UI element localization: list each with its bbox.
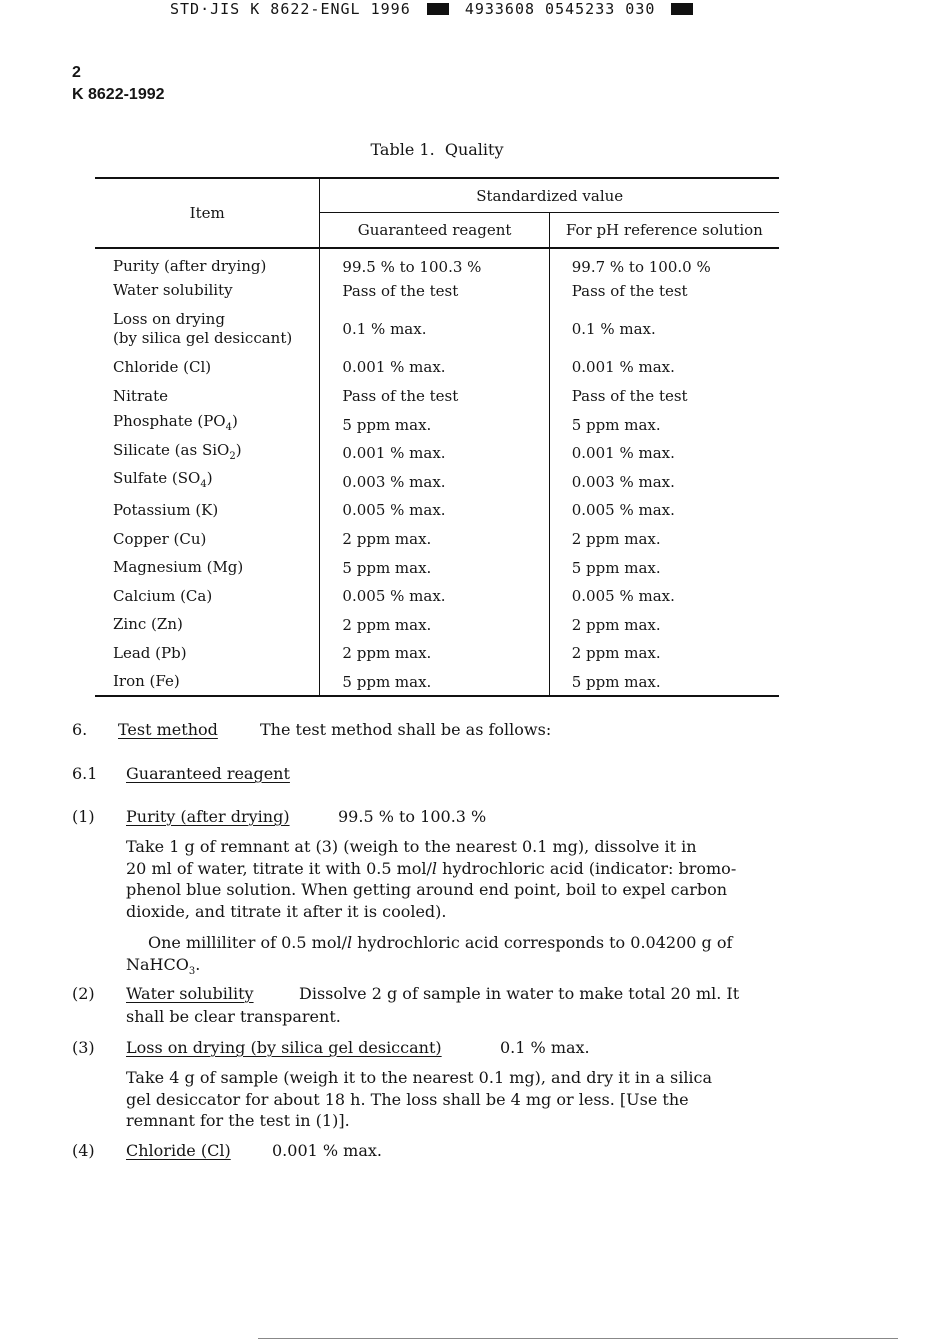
row-ph-value: 0.1 % max. [571, 320, 656, 339]
section-6-1-title: Guaranteed reagent [126, 764, 290, 783]
item-1-p2-formula: NaHCO [126, 954, 189, 974]
table-row [95, 410, 779, 439]
col-header-guaranteed-reagent: Guaranteed reagent [320, 213, 549, 249]
standard-code: K 8622-1992 [72, 86, 165, 103]
row-item: Water solubility [95, 277, 320, 306]
item-1-line [126, 858, 736, 880]
item-1-p2-italic: l [346, 933, 353, 952]
row-item: Copper (Cu) [95, 525, 320, 554]
item-3-value: 0.1 % max. [500, 1038, 590, 1057]
header-black-bar [427, 3, 449, 15]
row-ph-value: 5 ppm max. [571, 558, 661, 577]
table-row [95, 668, 779, 697]
row-item-line2: (by silica gel desiccant) [113, 329, 293, 348]
item-2-text: Dissolve 2 g of sample in water to make total 20 ml. It [299, 984, 740, 1003]
row-ph-value: 0.001 % max. [571, 444, 675, 463]
row-ph-value: Pass of the test [571, 281, 688, 300]
row-guaranteed-value: 0.001 % max. [320, 439, 549, 468]
item-3-line: remnant for the test in (1)]. [126, 1111, 350, 1130]
item-1-line: dioxide, and titrate it after it is cooled). [126, 901, 447, 921]
row-item: Iron (Fe) [95, 668, 320, 697]
item-3-paragraph [126, 1067, 712, 1132]
row-item-text: Sulfate (SO [113, 469, 201, 488]
row-ph-value: 5 ppm max. [571, 415, 661, 434]
row-item: Potassium (K) [95, 496, 320, 525]
item-1-p2-text: One milliliter of 0.5 mol/ [148, 933, 347, 952]
section-6-text: The test method shall be as follows: [260, 720, 552, 739]
row-ph-value: Pass of the test [571, 387, 688, 406]
item-3-line: Take 4 g of sample (weigh it to the nearest 0.1 mg), and dry it in a silica [126, 1068, 713, 1087]
row-guaranteed-value: 0.005 % max. [320, 582, 549, 611]
row-ph-value: 2 ppm max. [571, 644, 661, 663]
row-item-text: Phosphate (PO [113, 412, 226, 431]
item-1-line-tail: hydrochloric acid (indicator: bromo- [437, 858, 737, 878]
item-1-paragraph-2 [126, 932, 732, 982]
item-3-number: (3) [72, 1038, 95, 1057]
item-1-p2-tail: hydrochloric acid corresponds to 0.04200 g of [352, 933, 733, 952]
item-1-line: Take 1 g of remnant at (3) (weigh to the nearest 0.1 mg), dissolve it in [126, 837, 697, 856]
item-1-p2-line [126, 954, 732, 983]
item-4-number: (4) [72, 1141, 95, 1160]
row-item: Chloride (Cl) [95, 353, 320, 382]
scan-edge-line [258, 1338, 898, 1339]
item-1-line: phenol blue solution. When getting around end point, boil to expel carbon [126, 880, 728, 899]
row-item: Lead (Pb) [95, 639, 320, 668]
row-guaranteed-value: 0.1 % max. [320, 305, 549, 353]
row-guaranteed-value: 5 ppm max. [320, 553, 549, 582]
row-guaranteed-value: 0.005 % max. [320, 496, 549, 525]
row-item [95, 439, 320, 468]
row-guaranteed-value: Pass of the test [320, 277, 549, 306]
row-guaranteed-value: 2 ppm max. [320, 639, 549, 668]
section-6-number: 6. [72, 720, 88, 739]
col-header-ph-reference: For pH reference solution [549, 213, 779, 249]
row-item-text: Silicate (as SiO [113, 440, 230, 459]
table-row [95, 639, 779, 668]
row-ph-value: 5 ppm max. [549, 668, 779, 697]
row-ph-value: 2 ppm max. [571, 615, 661, 634]
row-ph-value: 0.005 % max. [571, 587, 675, 606]
header-right: 4933608 0545233 030 [464, 0, 656, 18]
row-item-tail: ) [235, 440, 242, 459]
col-header-item: Item [95, 178, 320, 248]
row-item [95, 305, 320, 353]
table-title: Table 1. Quality [370, 140, 504, 159]
item-2-number: (2) [72, 984, 95, 1003]
row-guaranteed-value: 0.003 % max. [320, 468, 549, 497]
item-2-title: Water solubility [126, 984, 254, 1003]
table-row [95, 553, 779, 582]
row-ph-value: 0.003 % max. [571, 472, 675, 491]
item-1-value: 99.5 % to 100.3 % [338, 807, 487, 826]
section-6-title: Test method [118, 720, 218, 739]
row-guaranteed-value: 5 ppm max. [320, 668, 549, 697]
table-row [95, 525, 779, 554]
running-header [170, 0, 699, 18]
row-item: Calcium (Ca) [95, 582, 320, 611]
item-1-p2-subscript: 3 [188, 965, 196, 977]
row-guaranteed-value: 2 ppm max. [320, 525, 549, 554]
item-3-title: Loss on drying (by silica gel desiccant) [126, 1038, 442, 1057]
item-2-text-cont: shall be clear transparent. [126, 1007, 341, 1026]
item-3-line: gel desiccator for about 18 h. The loss shall be 4 mg or less. [Use the [126, 1089, 689, 1109]
row-item [95, 410, 320, 439]
page-number: 2 [72, 64, 81, 81]
row-item-subscript: 4 [225, 422, 232, 434]
table-row [95, 496, 779, 525]
item-1-number: (1) [72, 807, 95, 826]
item-4-value: 0.001 % max. [272, 1141, 382, 1160]
item-1-title: Purity (after drying) [126, 807, 290, 826]
row-item: Purity (after drying) [95, 248, 320, 277]
row-item-subscript: 4 [200, 479, 207, 491]
row-guaranteed-value: 2 ppm max. [320, 611, 549, 640]
table-row [95, 468, 779, 497]
table-row [95, 353, 779, 382]
row-guaranteed-value: Pass of the test [320, 382, 549, 411]
quality-table [95, 177, 779, 697]
row-item: Magnesium (Mg) [95, 553, 320, 582]
row-guaranteed-value: 99.5 % to 100.3 % [320, 248, 549, 277]
row-item-tail: ) [206, 469, 213, 488]
col-header-standardized-value: Standardized value [320, 178, 779, 213]
row-ph-value: 2 ppm max. [571, 530, 661, 549]
table-row [95, 582, 779, 611]
table-row [95, 439, 779, 468]
table-row [95, 248, 779, 277]
row-ph-value: 0.005 % max. [571, 501, 675, 520]
row-item: Zinc (Zn) [95, 611, 320, 640]
row-item: Nitrate [95, 382, 320, 411]
table-row [95, 305, 779, 353]
item-1-paragraph [126, 836, 736, 922]
row-item-tail: ) [231, 412, 238, 431]
row-guaranteed-value: 0.001 % max. [320, 353, 549, 382]
row-guaranteed-value: 5 ppm max. [320, 410, 549, 439]
row-ph-value: 99.7 % to 100.0 % [571, 257, 711, 276]
section-6-1-number: 6.1 [72, 764, 98, 783]
header-black-bar-end [671, 3, 693, 15]
item-4-title: Chloride (Cl) [126, 1141, 231, 1160]
table-row [95, 382, 779, 411]
header-left: STD·JIS K 8622-ENGL 1996 [170, 0, 411, 18]
row-item-subscript: 2 [229, 450, 236, 462]
item-1-line-italic: l [431, 858, 438, 878]
item-1-p2-period: . [195, 954, 201, 974]
table-row [95, 277, 779, 306]
item-1-line-text: 20 ml of water, titrate it with 0.5 mol/ [126, 858, 432, 878]
row-item [95, 468, 320, 497]
item-1-p2-line [126, 932, 732, 954]
row-item-line1: Loss on drying [113, 310, 225, 329]
table-row [95, 611, 779, 640]
row-ph-value: 0.001 % max. [571, 358, 675, 377]
